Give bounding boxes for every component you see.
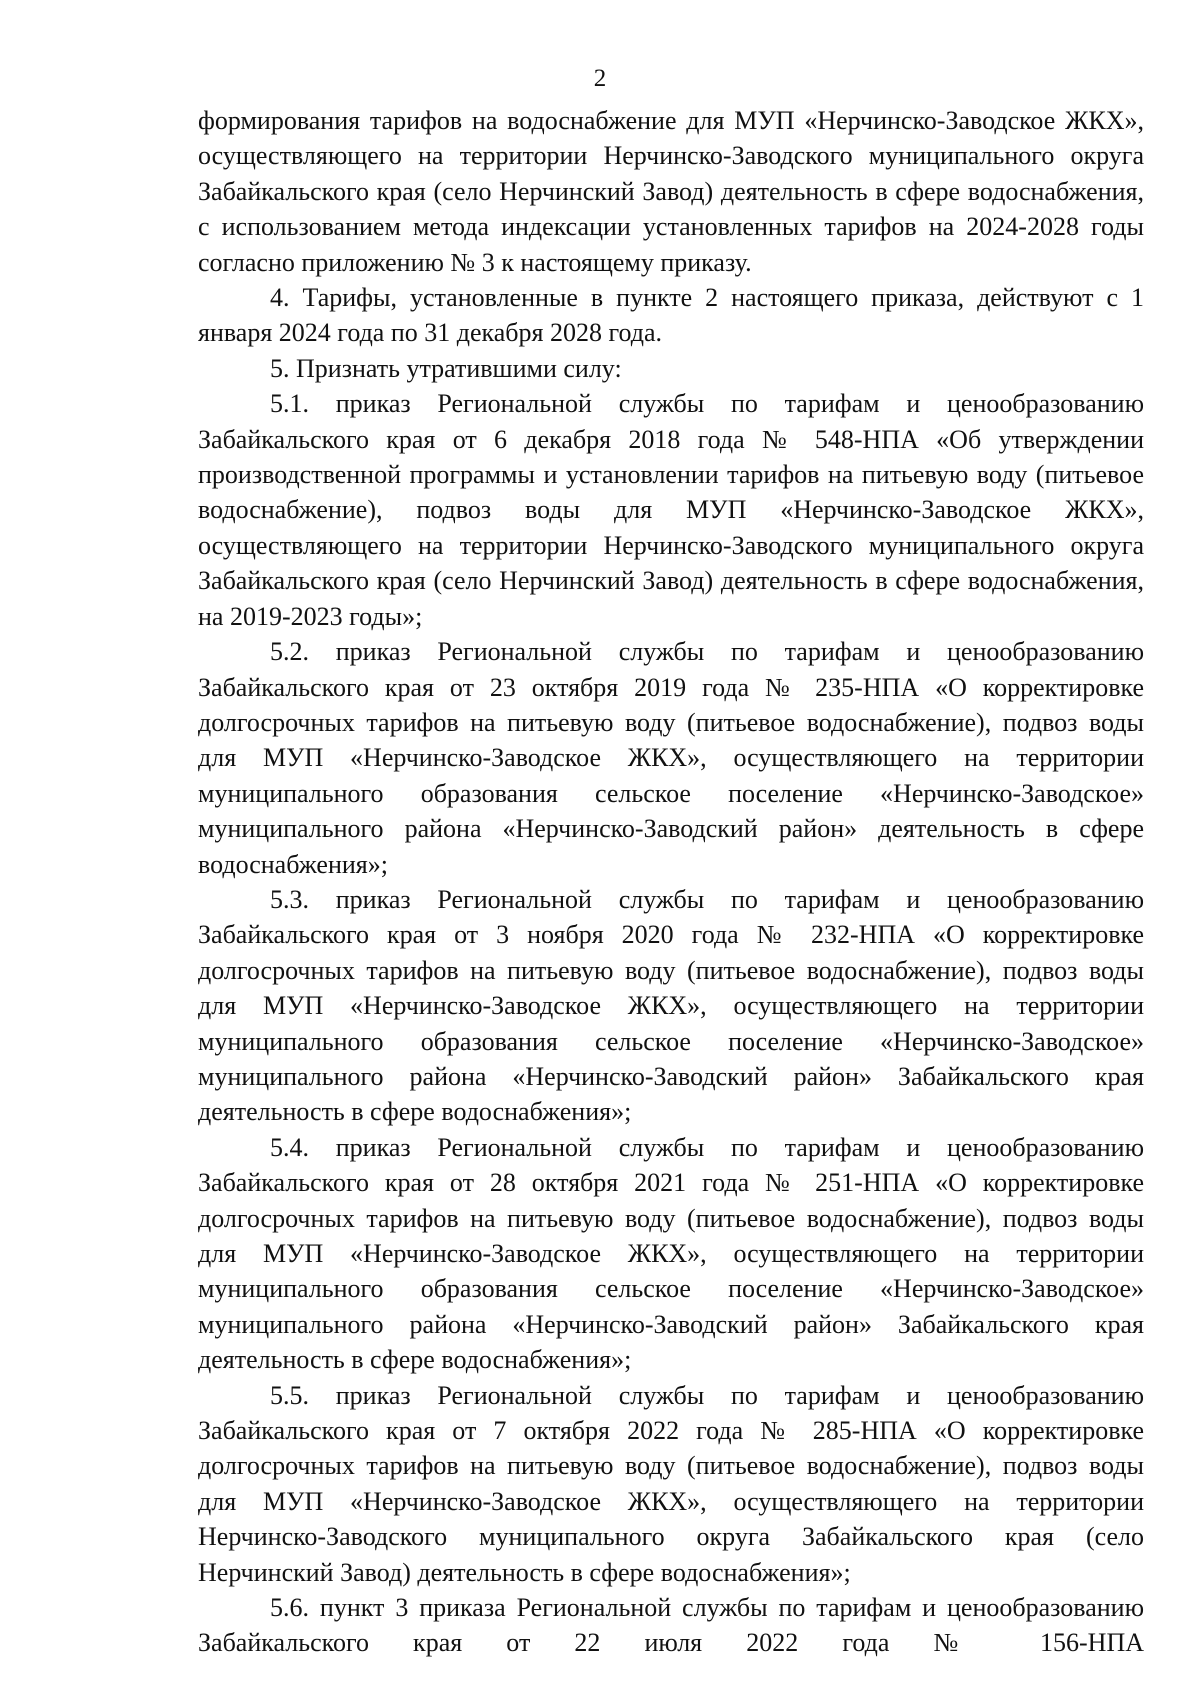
paragraph-item-5: 5. Признать утратившими силу: [270, 353, 622, 383]
paragraph-item-5-6: 5.6. пункт 3 приказа Региональной службы по тарифам и ценообразованию Забайкальского края от 22 июля 2022 года № 156-НПА [198, 1593, 1144, 1658]
paragraph-item-5-4: 5.4. приказ Региональной службы по тарифам и ценообразованию Забайкальского края от 28 октября 2021 года № 251-НПА «О корректировке долгосрочных тарифов на питьевую воду (питьевое водоснабжение), подвоз воды для МУП «Нерчинско-Заводское ЖКХ», осуществляющего на территории муниципального образования сельское поселение «Нерчинско-Заводское» муниципального района «Нерчинско-Заводский район» Забайкальского края деятельность в сфере водоснабжения»; [198, 1132, 1144, 1375]
paragraph-item-4: 4. Тарифы, установленные в пункте 2 настоящего приказа, действуют с 1 января 2024 года по 31 декабря 2028 года. [198, 283, 1144, 348]
page-number: 2 [593, 65, 607, 92]
document-body [198, 103, 1144, 1661]
paragraph-item-3-continuation: формирования тарифов на водоснабжение для МУП «Нерчинско-Заводское ЖКХ», осуществляющего на территории Нерчинско-Заводского муниципального округа Забайкальского края (село Нерчинский Завод) деятельность в сфере водоснабжения, с использованием метода индексации установленных тарифов на 2024-2028 годы согласно приложению № 3 к настоящему приказу. [198, 106, 1144, 277]
paragraph-item-5-5: 5.5. приказ Региональной службы по тарифам и ценообразованию Забайкальского края от 7 октября 2022 года № 285-НПА «О корректировке долгосрочных тарифов на питьевую воду (питьевое водоснабжение), подвоз воды для МУП «Нерчинско-Заводское ЖКХ», осуществляющего на территории Нерчинско-Заводского муниципального округа Забайкальского края (село Нерчинский Завод) деятельность в сфере водоснабжения»; [198, 1380, 1144, 1587]
paragraph-item-5-2: 5.2. приказ Региональной службы по тарифам и ценообразованию Забайкальского края от 23 октября 2019 года № 235-НПА «О корректировке долгосрочных тарифов на питьевую воду (питьевое водоснабжение), подвоз воды для МУП «Нерчинско-Заводское ЖКХ», осуществляющего на территории муниципального образования сельское поселение «Нерчинско-Заводское» муниципального района «Нерчинско-Заводский район» деятельность в сфере водоснабжения»; [198, 637, 1144, 879]
paragraph-item-5-1: 5.1. приказ Региональной службы по тарифам и ценообразованию Забайкальского края от 6 декабря 2018 года № 548-НПА «Об утверждении производственной программы и установлении тарифов на питьевую воду (питьевое водоснабжение), подвоз воды для МУП «Нерчинско-Заводское ЖКХ», осуществляющего на территории Нерчинско-Заводского муниципального округа Забайкальского края (село Нерчинский Завод) деятельность в сфере водоснабжения, на 2019-2023 годы»; [198, 389, 1144, 631]
paragraph-item-5-3: 5.3. приказ Региональной службы по тарифам и ценообразованию Забайкальского края от 3 ноября 2020 года № 232-НПА «О корректировке долгосрочных тарифов на питьевую воду (питьевое водоснабжение), подвоз воды для МУП «Нерчинско-Заводское ЖКХ», осуществляющего на территории муниципального образования сельское поселение «Нерчинско-Заводское» муниципального района «Нерчинско-Заводский район» Забайкальского края деятельность в сфере водоснабжения»; [198, 884, 1144, 1127]
